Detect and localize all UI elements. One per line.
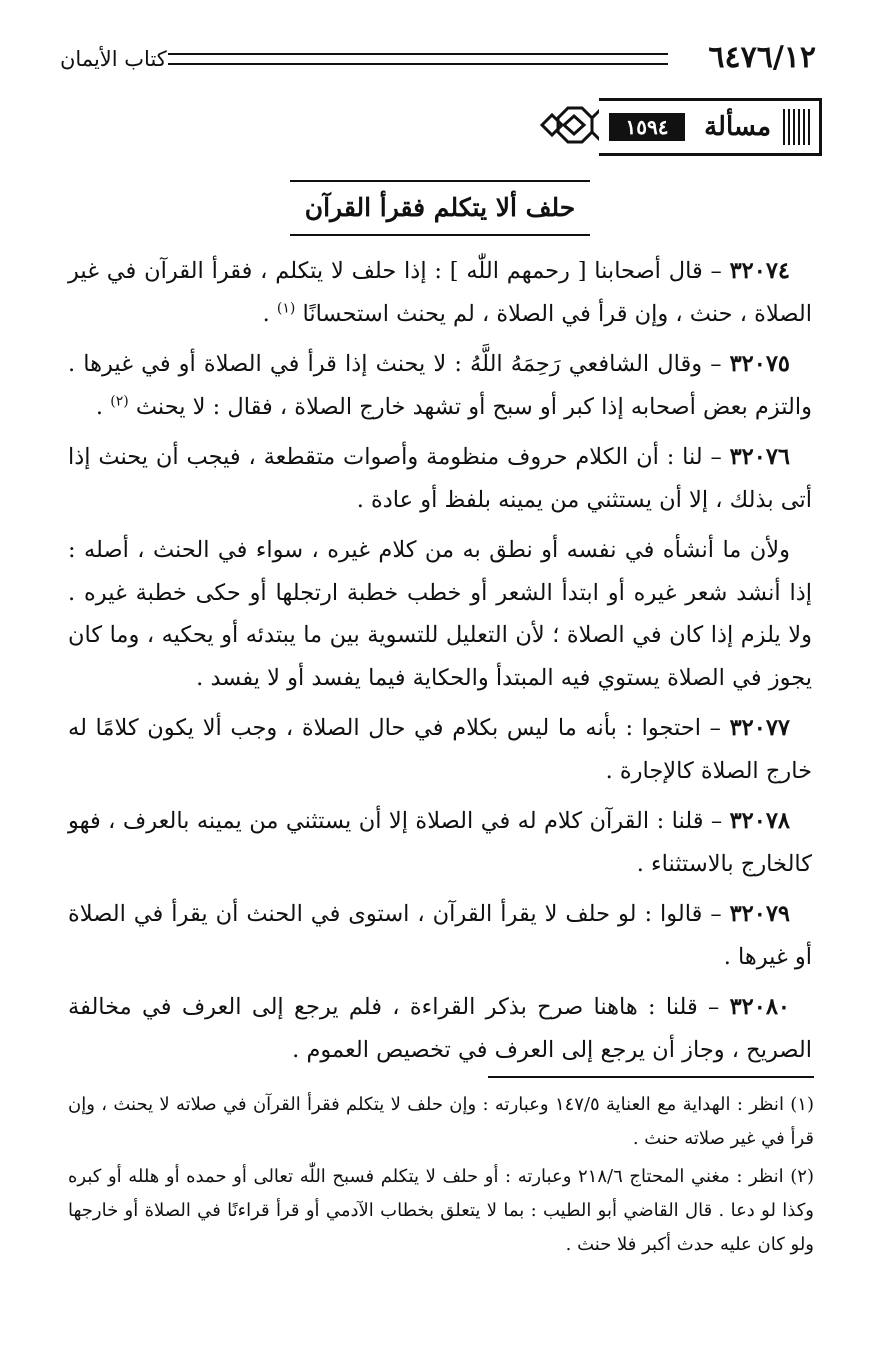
paragraph-number: ٣٢٠٧٨ xyxy=(729,808,790,834)
paragraph-number: ٣٢٠٧٥ xyxy=(729,351,790,377)
paragraph-text: – قلنا : القرآن كلام له في الصلاة إلا أن يستثني من يمينه بالعرف ، فهو كالخارج بالاستثناء . xyxy=(68,808,812,877)
heading-text: حلف ألا يتكلم فقرأ القرآن xyxy=(304,193,576,222)
page-header xyxy=(60,40,816,76)
banner-stripes xyxy=(783,109,813,145)
paragraph xyxy=(68,343,812,428)
paragraph-text: – قالوا : لو حلف لا يقرأ القرآن ، استوى في الحنث أن يقرأ في الصلاة أو غيرها . xyxy=(68,901,812,970)
footnote-ref: (٢) xyxy=(110,393,129,409)
footnote-divider xyxy=(488,1076,814,1078)
issue-banner xyxy=(538,98,822,154)
paragraph-text: – لنا : أن الكلام حروف منظومة وأصوات متقطعة ، فيجب أن يحنث إذا أتى بذلك ، إلا أن يستثني من يمينه بلفظ أو عادة . xyxy=(68,444,812,513)
paragraph-end: . xyxy=(95,393,111,420)
paragraph-text: – قال أصحابنا [ رحمهم اللّٰه ] : إذا حلف لا يتكلم ، فقرأ القرآن في غير الصلاة ، حنث ، وإن قرأ في الصلاة ، لم يحنث استحسانًا xyxy=(68,258,812,327)
paragraph xyxy=(68,800,812,885)
paragraph-number: ٣٢٠٧٤ xyxy=(729,258,790,284)
paragraph-number: ٣٢٠٧٦ xyxy=(729,444,790,470)
paragraph xyxy=(68,707,812,792)
footnote: (٢) انظر : مغني المحتاج ٢١٨/٦ وعبارته : أو حلف لا يتكلم فسبح اللّٰه تعالى أو حمده أو هلله أو كبره وكذا لو دعا . قال القاضي أبو الطيب : بما لا يتعلق بخطاب الآدمي أو قرأ قراءنًا في الصلاة أو خارجها ولو كان عليه حدث أكبر فلا حنث . xyxy=(68,1166,814,1255)
paragraph-text: ولأن ما أنشأه في نفسه أو نطق به من كلام غيره ، سواء في الحنث ، أصله : إذا أنشد شعر غيره أو ابتدأ الشعر أو خطب خطبة ارتجلها أو حكى خطبة غيره . ولا يلزم إذا كان في الصلاة ؛ لأن التعليل للتسوية بين ما يبتدئه أو يحكيه ، وما كان يجوز في الصلاة يستوي فيه المبتدأ والحكاية فيما يفسد أو لا يفسد . xyxy=(68,537,812,691)
issue-label: مسألة xyxy=(704,112,771,142)
paragraph-text: – وقال الشافعي رَحِمَهُ اللَّهُ : لا يحنث إذا قرأ في الصلاة أو في غيرها . والتزم بعض أصحابه إذا كبر أو سبح أو تشهد خارج الصلاة ، فقال : لا يحنث xyxy=(68,351,812,420)
paragraph-number: ٣٢٠٨٠ xyxy=(729,994,790,1020)
paragraph-number: ٣٢٠٧٧ xyxy=(729,715,790,741)
paragraph xyxy=(68,893,812,978)
paragraph xyxy=(68,529,812,699)
footnote: (١) انظر : الهداية مع العناية ١٤٧/٥ وعبارته : وإن حلف لا يتكلم فقرأ القرآن في صلاته لا يحنث ، وإن قرأ في غير صلاته حنث . xyxy=(68,1094,814,1149)
paragraph-end: . xyxy=(262,300,277,327)
banner-frame xyxy=(599,98,822,156)
issue-number: ١٥٩٤ xyxy=(609,113,685,141)
paragraph-text: – احتجوا : بأنه ما ليس بكلام في حال الصلاة ، وجب ألا يكون كلامًا له خارج الصلاة كالإجارة . xyxy=(68,715,812,784)
paragraph-number: ٣٢٠٧٩ xyxy=(729,901,790,927)
paragraph xyxy=(68,436,812,521)
paragraph xyxy=(68,986,812,1071)
footnote-ref: (١) xyxy=(276,300,296,316)
body-text xyxy=(68,250,812,1079)
paragraph-text: – قلنا : هاهنا صرح بذكر القراءة ، فلم يرجع إلى العرف في مخالفة الصريح ، وجاز أن يرجع إلى العرف في تخصيص العموم . xyxy=(68,994,812,1063)
book-title: كتاب الأيمان xyxy=(60,47,167,71)
section-heading xyxy=(290,180,590,236)
paragraph xyxy=(68,250,812,335)
footnotes xyxy=(68,1088,814,1266)
header-divider xyxy=(168,53,668,65)
heading-rule-bottom xyxy=(290,234,590,236)
page-number: ٦٤٧٦/١٢ xyxy=(708,40,816,75)
